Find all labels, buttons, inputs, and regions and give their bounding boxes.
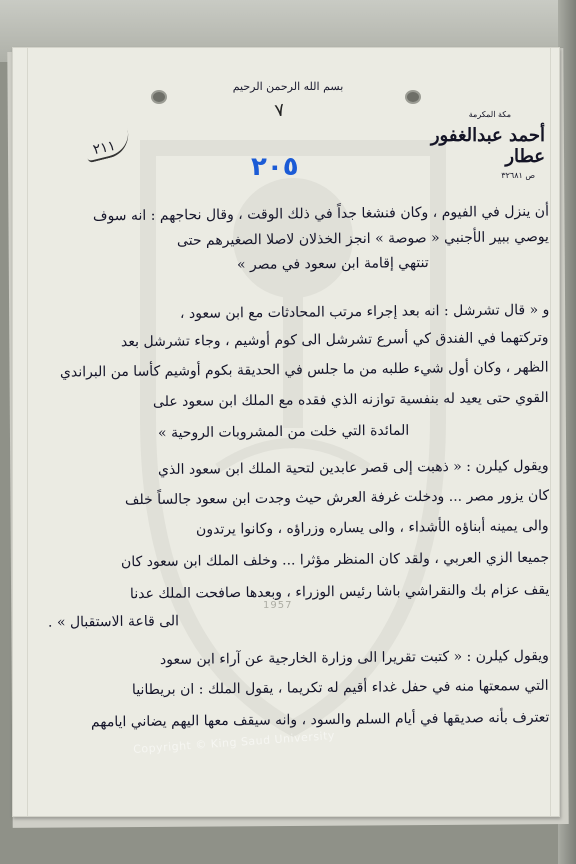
handwritten-mark: ٧ [273, 99, 287, 122]
text-line: ويقول كيلرن : « ذهبت إلى قصر عابدين لتحية الملك ابن سعود الذي [158, 457, 550, 479]
text-line: يوصي ببير الأجنبي « صوصة » انجز الخذلان لاصلا الصغيرهم حتى [176, 229, 550, 249]
university-seal-watermark [108, 88, 478, 738]
text-line: القوي حتى يعيد له بنفسية توازنه الذي فقده مع الملك ابن سعود على [153, 389, 550, 411]
letterhead-city: مكة المكرمة [468, 110, 511, 119]
left-folio-number: ٢١١ [91, 137, 117, 159]
copyright-watermark: Copyright © King Saud University [132, 728, 336, 757]
manuscript-page [12, 47, 560, 817]
text-line: يقف عزام بك والنقراشي باشا رئيس الوزراء ، وبعدها صافحت الملك عدنا [129, 581, 550, 603]
text-line: تعترف بأنه صديقها في أيام السلم والسود ، وانه سيقف معها اليهم يضاني ايامهم [90, 709, 550, 731]
text-line: كان يزور مصر ... ودخلت غرفة العرش حيث وجدت ابن سعود جالساً خلف [124, 487, 550, 509]
letterhead-po-box: ص ٣٢٦٨١ [501, 171, 535, 180]
text-line: المائدة التي خلت من المشروبات الروحية » [157, 422, 410, 442]
text-line: جميعا الزي العربي ، ولقد كان المنظر مؤثرا ... وخلف الملك ابن سعود كان [120, 549, 550, 571]
margin-rule-left [27, 48, 28, 816]
watermark-year: 1957 [263, 600, 293, 611]
text-line: و « قال تشرشل : انه بعد إجراء مرتب المحادثات مع ابن سعود ، [179, 302, 550, 322]
page-number-stamp: ٢٠٥ [251, 152, 299, 182]
punch-hole-left [151, 90, 167, 104]
margin-rule-right [550, 48, 551, 816]
text-line: الظهر ، وكان أول شيء طلبه من ما جلس في الحديقة بكوم أوشيم كأسا من البراندي [60, 359, 550, 381]
text-line: تنتهي إقامة ابن سعود في مصر » [237, 254, 430, 274]
letterhead-name: أحمد عبدالغفور عطار [430, 125, 545, 167]
letterhead [395, 110, 545, 180]
basmala-heading: بسم الله الرحمن الرحيم [232, 80, 344, 93]
text-line: أن ينزل في الفيوم ، وكان فنشغا جداً في ذلك الوقت ، وقال نحاجهم : انه سوف [92, 203, 550, 225]
punch-hole-right [405, 90, 421, 104]
text-line: وتركتهما في الفندق كي أسرع تشرشل الى كوم أوشيم ، وجاء تشرشل بعد [121, 329, 550, 351]
text-line: والى يمينه أبناؤه الأشداء ، والى يساره وزراؤه ، وكانوا يرتدون [196, 518, 550, 538]
text-line: التي سمعتها منه في حفل غداء أقيم له تكريما ، يقول الملك : ان بريطانيا [132, 677, 550, 699]
text-line: ويقول كيلرن : « كتبت تقريرا الى وزارة الخارجية عن آراء ابن سعود [160, 647, 550, 669]
text-line: الى قاعة الاستقبال » . [47, 613, 180, 631]
